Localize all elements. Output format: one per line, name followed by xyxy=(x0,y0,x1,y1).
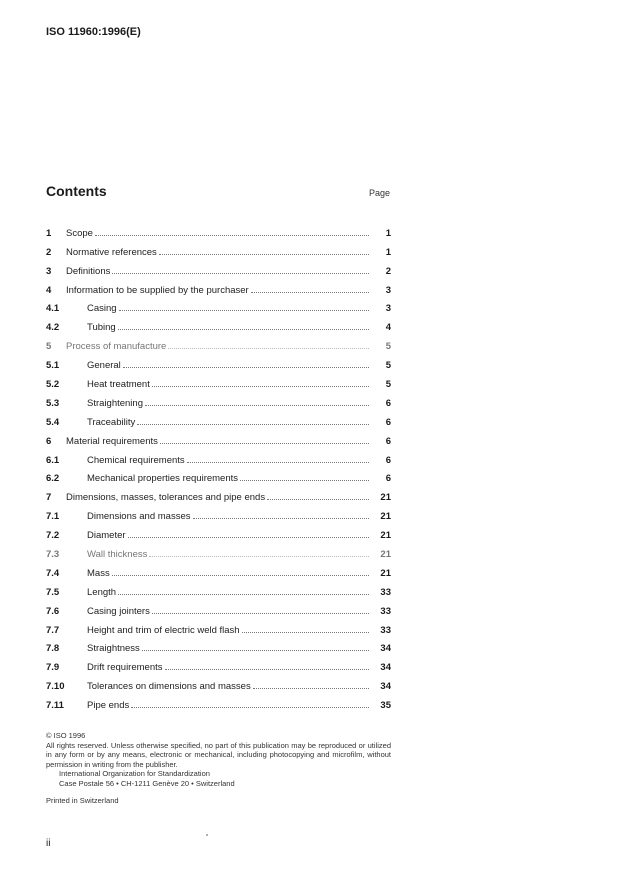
toc-entry-number: 7.5 xyxy=(46,586,60,598)
toc-entry-title: Height and trim of electric weld flash xyxy=(87,624,240,636)
toc-entry-title: Information to be supplied by the purchaser xyxy=(66,284,249,296)
toc-entry-page: 34 xyxy=(380,681,391,693)
toc-entry-number: 7.8 xyxy=(46,643,60,655)
toc-entry-title: Casing jointers xyxy=(87,605,150,617)
toc-entry xyxy=(46,484,391,503)
toc-entry xyxy=(46,503,391,522)
toc-entry-page: 21 xyxy=(380,511,391,523)
contents-heading: Contents xyxy=(46,183,107,199)
toc-entry xyxy=(46,390,391,409)
toc-entry-number: 7 xyxy=(46,492,52,504)
toc-entry-title: Heat treatment xyxy=(87,379,150,391)
toc-entry-number: 4.1 xyxy=(46,303,60,315)
toc-entry-page: 6 xyxy=(385,473,391,485)
toc-entry-title: Wall thickness xyxy=(87,549,148,561)
toc-entry-title: Diameter xyxy=(87,530,126,542)
toc-entry-page: 21 xyxy=(380,492,391,504)
toc-entry xyxy=(46,598,391,617)
document-id: ISO 11960:1996(E) xyxy=(46,26,141,38)
toc-entry xyxy=(46,428,391,447)
toc-entry-title: Scope xyxy=(66,227,93,239)
toc-entry-number: 2 xyxy=(46,246,52,258)
toc-entry-page: 33 xyxy=(380,624,391,636)
copyright-block xyxy=(46,731,391,806)
toc-entry xyxy=(46,352,391,371)
toc-entry-page: 5 xyxy=(385,379,391,391)
toc-entry xyxy=(46,220,391,239)
toc-entry xyxy=(46,333,391,352)
toc-entry-page: 4 xyxy=(385,322,391,334)
dot-leader xyxy=(187,461,369,463)
toc-entry-title: Process of manufacture xyxy=(66,341,167,353)
toc-entry xyxy=(46,673,391,692)
toc-entry-title: Straightness xyxy=(87,643,140,655)
toc-entry-title: Mass xyxy=(87,567,110,579)
toc-entry-number: 6.2 xyxy=(46,473,60,485)
toc-entry-page: 21 xyxy=(380,549,391,561)
toc-entry xyxy=(46,277,391,296)
toc-entry-page: 5 xyxy=(385,341,391,353)
toc-entry-title: Casing xyxy=(87,303,117,315)
toc-entry xyxy=(46,409,391,428)
dot-leader xyxy=(165,668,370,670)
dot-leader xyxy=(112,272,369,274)
toc-entry-page: 34 xyxy=(380,643,391,655)
dot-leader xyxy=(253,687,369,689)
toc-entry-number: 7.9 xyxy=(46,662,60,674)
toc-entry xyxy=(46,447,391,466)
toc-entry-page: 1 xyxy=(385,227,391,239)
toc-entry-page: 35 xyxy=(380,700,391,712)
toc-entry-number: 1 xyxy=(46,227,52,239)
toc-entry-title: Pipe ends xyxy=(87,700,130,712)
dot-leader xyxy=(152,612,369,614)
dot-leader xyxy=(118,593,369,595)
dot-leader xyxy=(142,649,369,651)
toc-entry-page: 33 xyxy=(380,605,391,617)
toc-entry-number: 6 xyxy=(46,435,52,447)
dot-leader xyxy=(242,631,369,633)
toc-entry-number: 7.3 xyxy=(46,549,60,561)
toc-entry-page: 6 xyxy=(385,435,391,447)
rights-notice: All rights reserved. Unless otherwise specified, no part of this publication may be reproduced or utilized in any form or by any means, electronic or mechanical, including photocopying and microfilm, without permission in writing from the publisher. xyxy=(46,740,391,769)
dot-leader xyxy=(123,366,369,368)
toc-entry xyxy=(46,541,391,560)
toc-entry-number: 7.4 xyxy=(46,567,60,579)
toc-entry-number: 5.3 xyxy=(46,397,60,409)
toc-entry-title: Dimensions and masses xyxy=(87,511,191,523)
dot-leader xyxy=(251,291,369,293)
toc-entry-number: 7.11 xyxy=(46,700,64,712)
printed-location: Printed in Switzerland xyxy=(46,796,119,805)
toc-entry-title: Straightening xyxy=(87,397,143,409)
dot-leader xyxy=(168,347,369,349)
toc-entry-page: 34 xyxy=(380,662,391,674)
dot-leader xyxy=(240,479,369,481)
toc-entry-page: 33 xyxy=(380,586,391,598)
toc-entry-page: 3 xyxy=(385,303,391,315)
toc-entry xyxy=(46,617,391,636)
toc-entry xyxy=(46,692,391,711)
toc-entry-page: 5 xyxy=(385,360,391,372)
toc-entry-page: 6 xyxy=(385,397,391,409)
toc-entry-title: Mechanical properties requirements xyxy=(87,473,239,485)
dot-leader xyxy=(267,498,369,500)
toc-entry-page: 21 xyxy=(380,567,391,579)
page-column-label: Page xyxy=(369,188,391,198)
toc-entry-title: Dimensions, masses, tolerances and pipe ends xyxy=(66,492,266,504)
toc-entry xyxy=(46,579,391,598)
dot-leader xyxy=(145,404,369,406)
toc-entry-title: Tolerances on dimensions and masses xyxy=(87,681,251,693)
toc-entry-number: 7.1 xyxy=(46,511,60,523)
toc-entry-page: 6 xyxy=(385,454,391,466)
toc-entry xyxy=(46,466,391,485)
toc-entry-title: Drift requirements xyxy=(87,662,163,674)
toc-entry-number: 5 xyxy=(46,341,52,353)
toc-entry-number: 4.2 xyxy=(46,322,60,334)
toc-entry-page: 21 xyxy=(380,530,391,542)
toc-entry xyxy=(46,654,391,673)
toc-entry-page: 2 xyxy=(385,265,391,277)
toc-entry-page: 1 xyxy=(385,246,391,258)
toc-entry-title: Definitions xyxy=(66,265,111,277)
toc-entry-title: Traceability xyxy=(87,416,136,428)
organization-name: International Organization for Standardization xyxy=(59,769,210,778)
toc-entry-number: 5.2 xyxy=(46,379,60,391)
dot-leader xyxy=(131,706,369,708)
dot-leader xyxy=(152,385,369,387)
toc-entry-number: 7.10 xyxy=(46,681,65,693)
toc-entry-number: 7.6 xyxy=(46,605,60,617)
table-of-contents xyxy=(46,220,391,711)
toc-entry xyxy=(46,258,391,277)
toc-entry-number: 7.2 xyxy=(46,530,60,542)
toc-entry-number: 7.7 xyxy=(46,624,60,636)
dot-leader xyxy=(118,328,369,330)
toc-entry-number: 3 xyxy=(46,265,52,277)
dot-leader xyxy=(159,253,369,255)
dot-leader xyxy=(128,536,369,538)
dot-leader xyxy=(137,423,369,425)
toc-entry-number: 5.4 xyxy=(46,416,60,428)
page-folio: ii xyxy=(46,838,51,849)
toc-entry xyxy=(46,314,391,333)
toc-entry-title: Normative references xyxy=(66,246,157,258)
toc-entry-title: Length xyxy=(87,586,117,598)
dot-leader xyxy=(119,309,369,311)
toc-entry xyxy=(46,239,391,258)
copyright-line: © ISO 1996 xyxy=(46,731,86,740)
toc-entry-page: 3 xyxy=(385,284,391,296)
toc-entry-title: Tubing xyxy=(87,322,116,334)
toc-entry-title: General xyxy=(87,360,121,372)
toc-entry-number: 5.1 xyxy=(46,360,60,372)
toc-entry xyxy=(46,522,391,541)
toc-entry-title: Chemical requirements xyxy=(87,454,185,466)
toc-entry-title: Material requirements xyxy=(66,435,158,447)
toc-entry xyxy=(46,560,391,579)
dot-leader xyxy=(95,234,369,236)
toc-entry-page: 6 xyxy=(385,416,391,428)
toc-entry xyxy=(46,371,391,390)
dot-leader xyxy=(149,555,369,557)
toc-entry-number: 6.1 xyxy=(46,454,60,466)
scan-speck xyxy=(206,834,208,836)
organization-address: Case Postale 56 • CH-1211 Genève 20 • Switzerland xyxy=(59,778,235,788)
dot-leader xyxy=(193,517,370,519)
toc-entry xyxy=(46,636,391,655)
toc-entry xyxy=(46,296,391,315)
dot-leader xyxy=(160,442,369,444)
dot-leader xyxy=(112,574,369,576)
toc-entry-number: 4 xyxy=(46,284,52,296)
